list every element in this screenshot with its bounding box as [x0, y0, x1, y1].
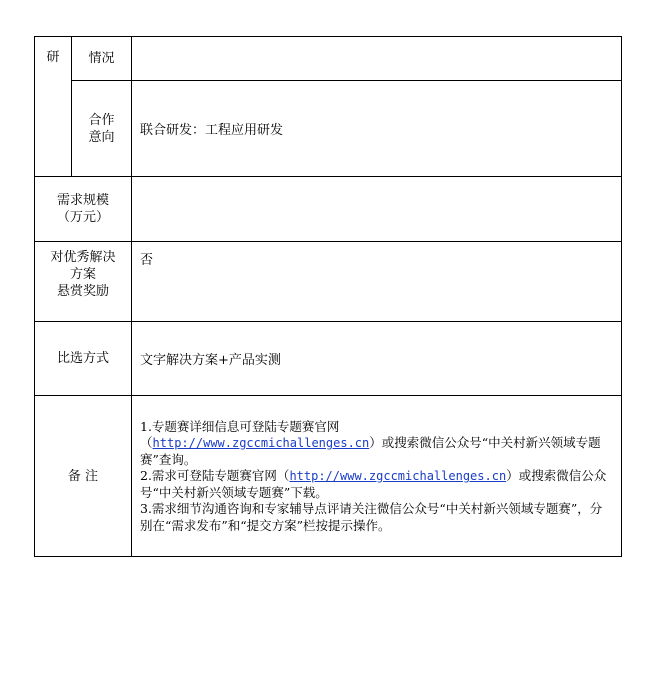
official-site-link[interactable]: http://www.zgccmichallenges.cn [152, 436, 370, 451]
remark-item-1: 1.专题赛详细信息可登陆专题赛官网 （http://www.zgccmichallenges.cn）或搜索微信公众号“中关村新兴领域专题赛”查询。 [140, 418, 601, 467]
row-scale [35, 177, 622, 242]
remarks-content [132, 396, 622, 557]
requirement-form-table [34, 36, 622, 557]
remarks-label: 备 注 [35, 396, 132, 557]
row-situation [35, 37, 622, 81]
situation-value [132, 37, 622, 81]
official-site-link-2[interactable]: http://www.zgccmichallenges.cn [289, 469, 507, 484]
cooperation-label: 合作 意向 [72, 81, 132, 177]
cooperation-value: 联合研发：工程应用研发 [132, 81, 622, 177]
method-label: 比选方式 [35, 322, 132, 396]
remark-item-3: 3.需求细节沟通咨询和专家辅导点评请关注微信公众号“中关村新兴领域专题赛”，分别在“需求发布”和“提交方案”栏按提示操作。 [140, 501, 603, 533]
method-value: 文字解决方案+产品实测 [132, 322, 622, 396]
research-label: 研 [35, 37, 72, 177]
row-reward [35, 242, 622, 322]
row-method [35, 322, 622, 396]
remark-item-2: 2.需求可登陆专题赛官网（http://www.zgccmichallenges.cn）或搜索微信公众号“中关村新兴领域专题赛”下载。 [140, 468, 607, 500]
reward-value: 否 [132, 242, 622, 322]
row-remarks [35, 396, 622, 557]
situation-label: 情况 [72, 37, 132, 81]
scale-label: 需求规模 （万元） [35, 177, 132, 242]
scale-value [132, 177, 622, 242]
reward-label: 对优秀解决 方案 悬赏奖励 [35, 242, 132, 322]
row-cooperation [35, 81, 622, 177]
